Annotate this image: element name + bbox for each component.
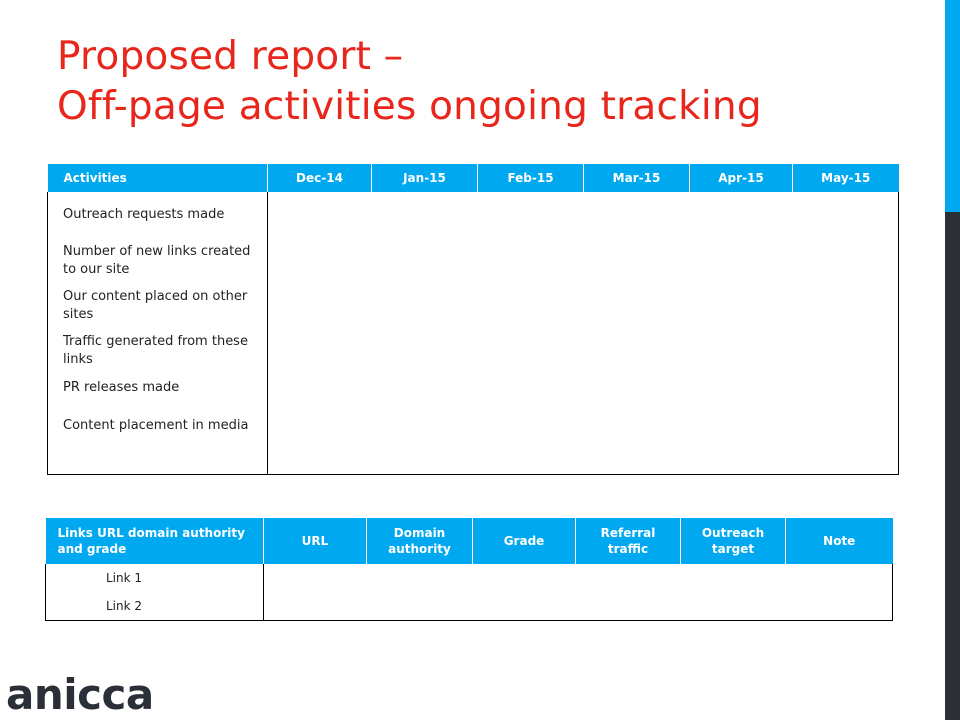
page-title	[57, 32, 762, 132]
table-row	[48, 238, 899, 283]
links-header-row	[46, 518, 893, 564]
header-links-url-domain: Links URL domain authority and grade	[46, 518, 264, 564]
row-label-content-placed: Our content placed on other sites	[48, 283, 268, 328]
header-grade: Grade	[473, 518, 576, 564]
header-may-15: May-15	[793, 164, 899, 192]
header-referral-traffic: Referral traffic	[576, 518, 681, 564]
header-outreach-target: Outreach target	[681, 518, 786, 564]
row-label-link-2: Link 2	[46, 592, 264, 620]
table-row	[48, 403, 899, 448]
header-jan-15: Jan-15	[372, 164, 478, 192]
header-feb-15: Feb-15	[478, 164, 584, 192]
header-dec-14: Dec-14	[268, 164, 372, 192]
row-values-cell	[268, 448, 899, 474]
header-apr-15: Apr-15	[690, 164, 793, 192]
links-table	[45, 518, 893, 621]
row-values-cell	[268, 192, 899, 238]
page-title-line-2: Off-page activities ongoing tracking	[57, 84, 762, 129]
activities-table	[47, 164, 899, 475]
row-label-content-media: Content placement in media	[48, 403, 268, 448]
row-values-cell	[268, 328, 899, 373]
row-label-outreach-requests: Outreach requests made	[48, 192, 268, 238]
table-row	[48, 328, 899, 373]
sidebar-accent-dark	[945, 212, 960, 720]
row-values-cell	[264, 592, 893, 620]
row-label-new-links: Number of new links created to our site	[48, 238, 268, 283]
table-row	[48, 283, 899, 328]
header-url: URL	[264, 518, 367, 564]
row-label-empty	[48, 448, 268, 474]
activities-header-row	[48, 164, 899, 192]
table-row	[46, 564, 893, 592]
row-values-cell	[268, 283, 899, 328]
anicca-logo: anicca	[6, 670, 154, 719]
page-title-line-1: Proposed report –	[57, 34, 404, 79]
row-values-cell	[268, 403, 899, 448]
table-row	[46, 592, 893, 620]
header-mar-15: Mar-15	[584, 164, 690, 192]
row-values-cell	[268, 373, 899, 403]
sidebar-accent-blue	[945, 0, 960, 212]
row-label-pr-releases: PR releases made	[48, 373, 268, 403]
row-values-cell	[264, 564, 893, 592]
header-domain-authority: Domain authority	[367, 518, 473, 564]
row-label-link-1: Link 1	[46, 564, 264, 592]
header-activities: Activities	[48, 164, 268, 192]
table-row	[48, 373, 899, 403]
header-note: Note	[786, 518, 893, 564]
table-row	[48, 192, 899, 238]
row-values-cell	[268, 238, 899, 283]
table-row	[48, 448, 899, 474]
row-label-traffic-generated: Traffic generated from these links	[48, 328, 268, 373]
